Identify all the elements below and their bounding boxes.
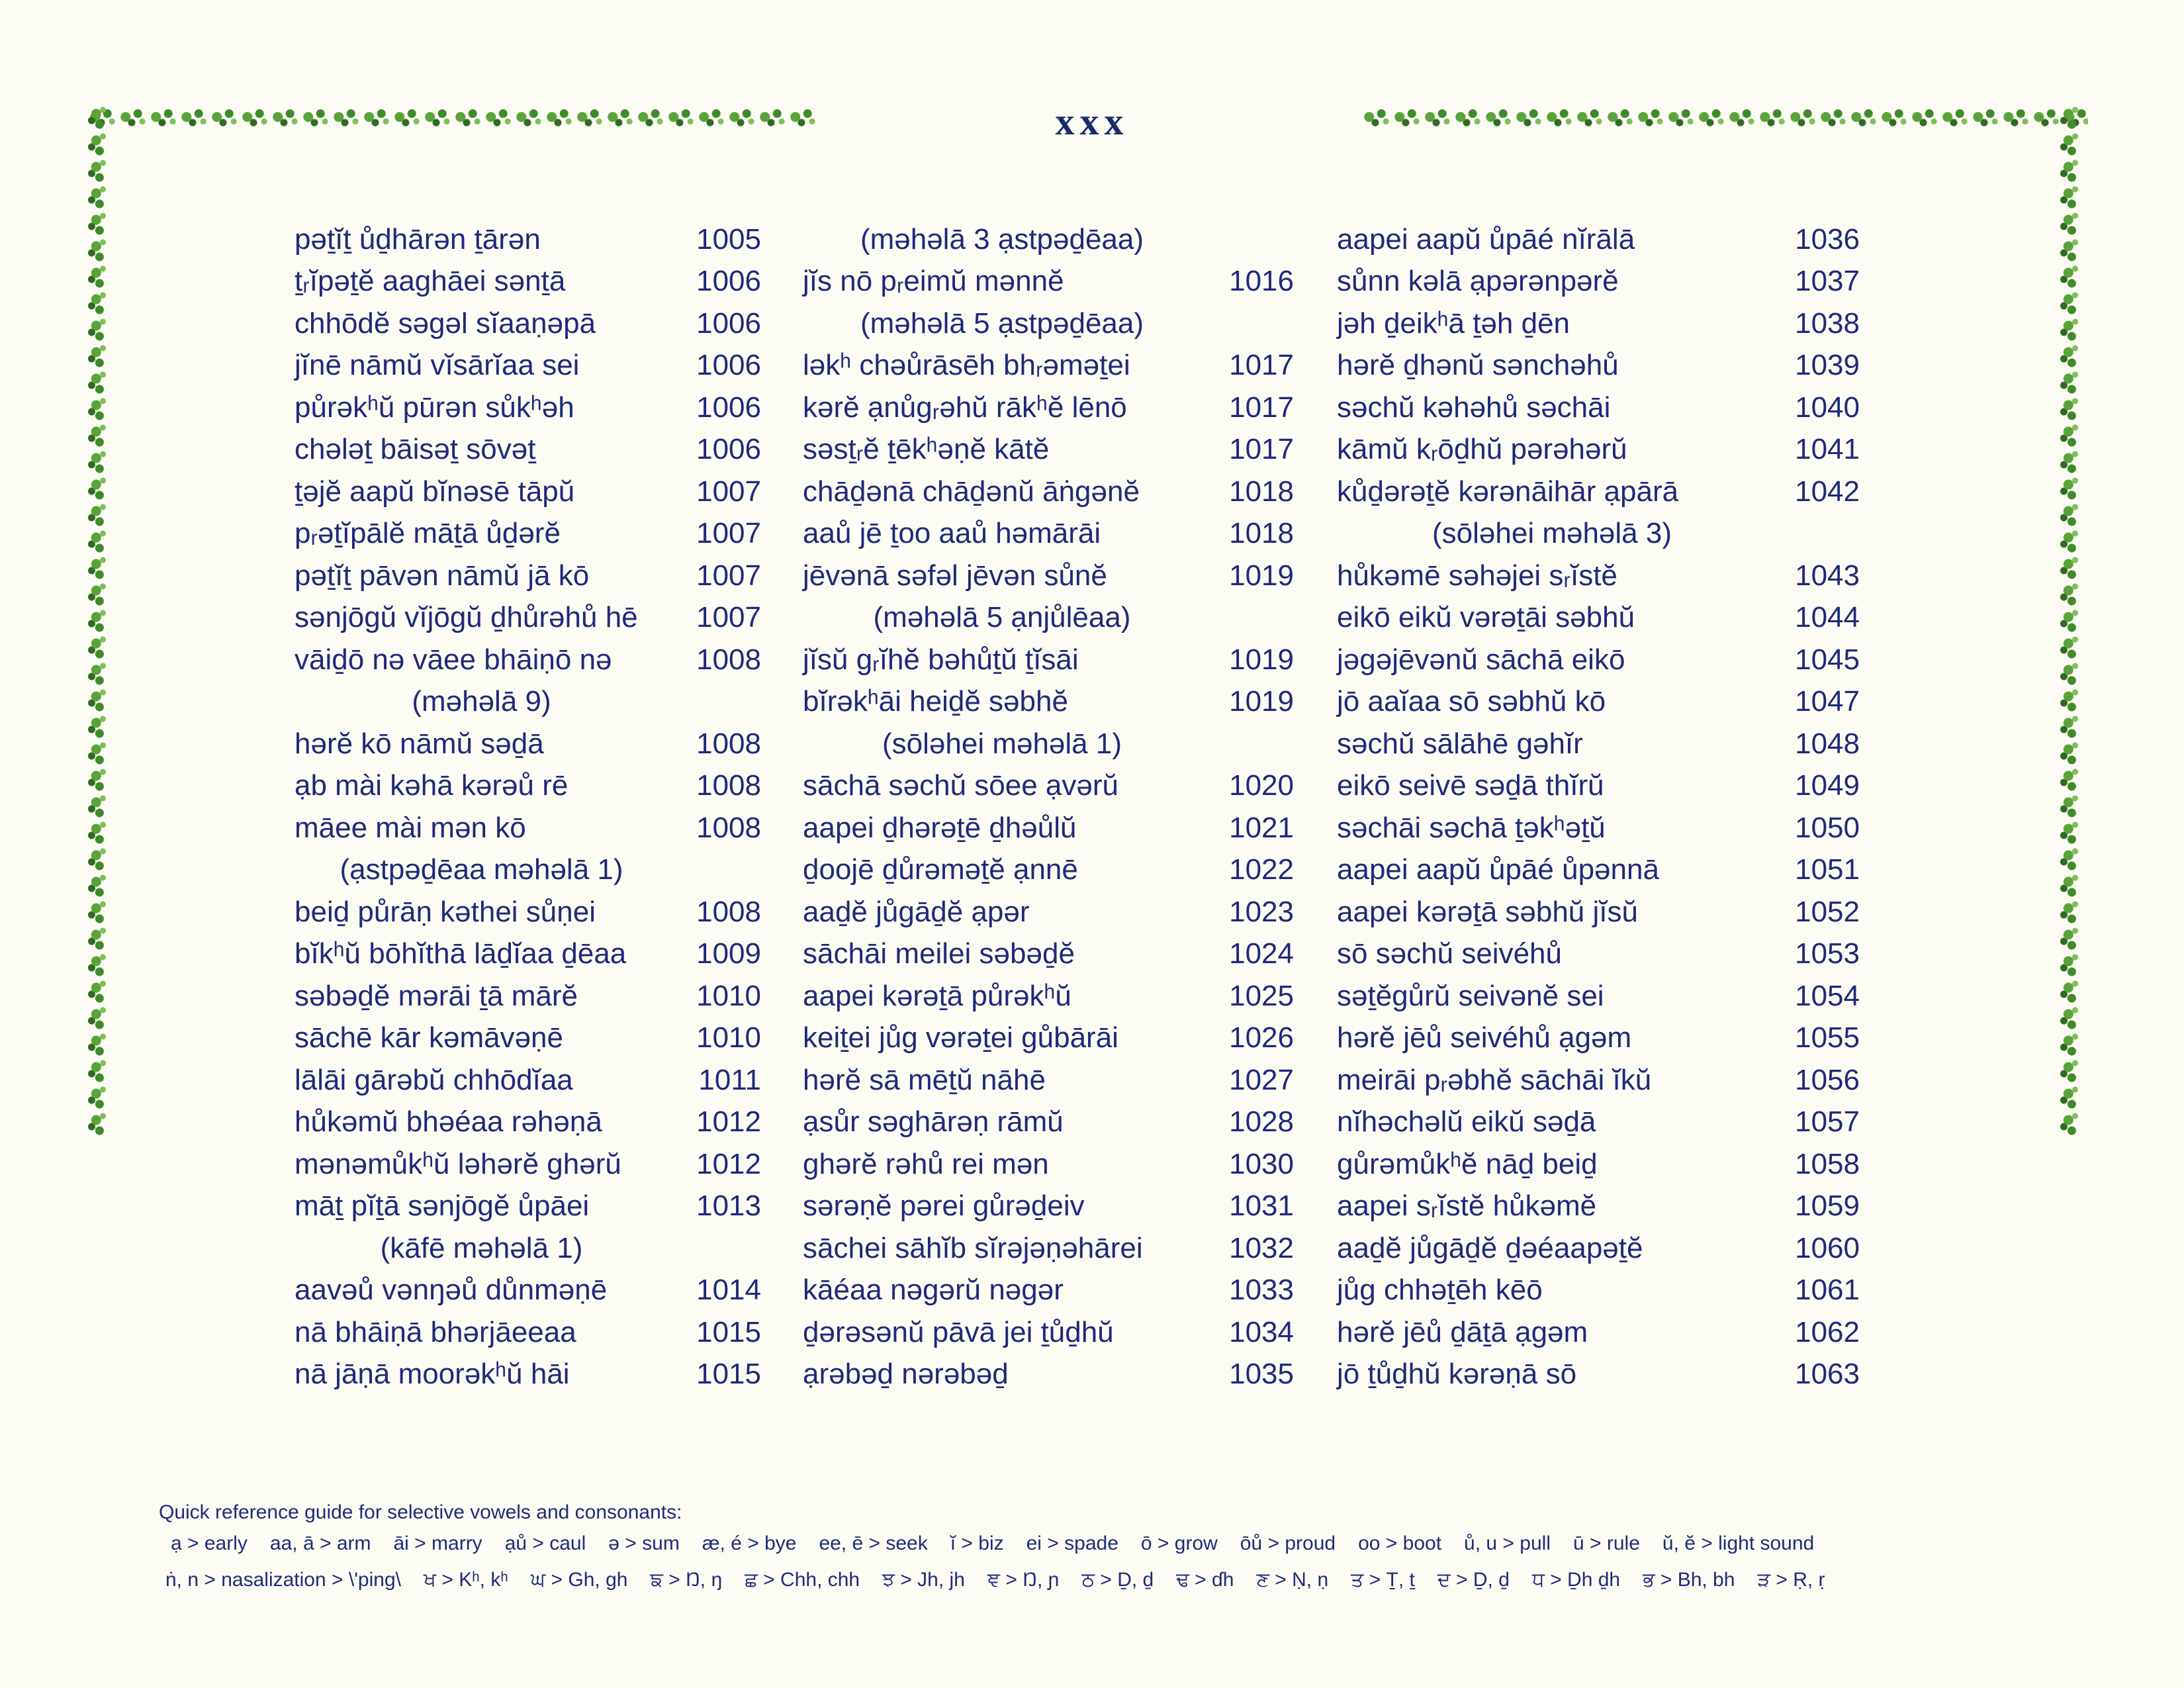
entry-page-number: 1037 xyxy=(1795,265,1860,298)
entry-title: aapei kərəṯā səbhŭ jĭsŭ xyxy=(1337,895,1638,928)
index-entry-row xyxy=(1337,1311,1860,1354)
index-entry-row xyxy=(1337,387,1860,429)
entry-title: hərĕ ḏhənŭ sənchəhů xyxy=(1337,349,1619,382)
entry-page-number: 1017 xyxy=(1229,349,1294,382)
legend-title: Quick reference guide for selective vowels and consonants: xyxy=(159,1501,682,1523)
entry-title: pəṯĭṯ pāvən nāmŭ jā kō xyxy=(295,559,590,592)
left-vine xyxy=(86,106,109,1135)
entry-title: aapei kərəṯā půrəkʰŭ xyxy=(803,979,1071,1012)
entry-title: hůkəmŭ bhəéaa rəhəṇā xyxy=(295,1105,602,1139)
entry-page-number: 1041 xyxy=(1795,433,1860,466)
index-entry-row xyxy=(803,429,1294,471)
entry-title: sůnn kəlā ạpərənpərĕ xyxy=(1337,265,1619,298)
entry-title: ạrəbəḏ nərəbəḏ xyxy=(803,1358,1009,1391)
index-entry-row xyxy=(1337,933,1860,976)
entry-page-number: 1013 xyxy=(696,1190,761,1223)
index-entry-row xyxy=(803,513,1294,555)
section-heading-row xyxy=(803,218,1294,261)
entry-title: jēvənā səfəl jēvən sůnĕ xyxy=(803,559,1107,592)
entry-page-number: 1007 xyxy=(696,559,761,592)
entry-title: jůg chhəṯēh kēō xyxy=(1337,1274,1543,1307)
entry-page-number: 1006 xyxy=(696,349,761,382)
entry-page-number: 1012 xyxy=(696,1147,761,1180)
entry-page-number: 1007 xyxy=(696,517,761,550)
legend-item: ਖ > Kʰ, kʰ xyxy=(423,1569,508,1591)
entry-title: keiṯei jůg vərəṯei gůbārāi xyxy=(803,1021,1118,1055)
entry-title: jĭsŭ gᵣĭhĕ bəhůṯŭ ṯĭsāi xyxy=(803,643,1079,676)
entry-page-number: 1006 xyxy=(696,391,761,424)
index-entry-row xyxy=(803,1311,1294,1354)
index-entry-row xyxy=(1337,261,1860,303)
entry-title: aaḏĕ jůgāḏĕ ạpər xyxy=(803,895,1030,928)
entry-title: nĭhəchəlŭ eikŭ səḏā xyxy=(1337,1105,1596,1139)
legend-consonants-row xyxy=(165,1569,1825,1591)
legend-item: ōů > proud xyxy=(1240,1532,1336,1554)
legend-item: ō > grow xyxy=(1140,1532,1218,1554)
legend-item: ĭ > biz xyxy=(950,1532,1004,1554)
index-entry-row xyxy=(1337,639,1860,681)
entry-page-number: 1019 xyxy=(1229,685,1294,718)
legend-item: ਦ > Ḏ, ḏ xyxy=(1437,1569,1510,1591)
entry-page-number: 1057 xyxy=(1795,1105,1860,1139)
entry-title: səchŭ kəhəhů səchāi xyxy=(1337,391,1611,424)
entry-title: aapei aapŭ ůpāé nĭrālā xyxy=(1337,222,1635,256)
entry-title: ḏərəsənŭ pāvā jei ṯůḏhŭ xyxy=(803,1315,1114,1348)
entry-page-number: 1014 xyxy=(696,1274,761,1307)
entry-page-number: 1018 xyxy=(1229,517,1294,550)
index-entry-row xyxy=(295,597,761,639)
index-entry-row xyxy=(803,1143,1294,1186)
entry-title: gůrəmůkʰĕ nāḏ beiḏ xyxy=(1337,1147,1598,1180)
entry-title: pᵣəṯĭpālĕ māṯā ůḏərĕ xyxy=(295,517,561,550)
index-entry-row xyxy=(295,933,761,976)
entry-title: səbəḏĕ mərāi ṯā mārĕ xyxy=(295,979,578,1012)
index-entry-row xyxy=(295,1270,761,1312)
entry-page-number: 1010 xyxy=(696,979,761,1012)
entry-page-number: 1048 xyxy=(1795,727,1860,760)
entry-page-number: 1044 xyxy=(1795,601,1860,634)
entry-page-number: 1006 xyxy=(696,433,761,466)
entry-title: chələṯ bāisəṯ sōvəṯ xyxy=(295,433,536,466)
entry-title: səsṯᵣĕ ṯēkʰəṇĕ kātĕ xyxy=(803,433,1050,466)
entry-page-number: 1008 xyxy=(696,727,761,760)
index-entry-row xyxy=(295,471,761,513)
entry-page-number: 1007 xyxy=(696,475,761,508)
entry-page-number: 1023 xyxy=(1229,895,1294,928)
index-entry-row xyxy=(295,261,761,303)
legend-item: aa, ā > arm xyxy=(269,1532,371,1554)
entry-title: kāéaa nəgərŭ nəgər xyxy=(803,1274,1064,1307)
entry-title: aaů jē ṯoo aaů həmārāi xyxy=(803,517,1101,550)
entry-page-number: 1022 xyxy=(1229,853,1294,886)
index-entry-row xyxy=(803,1017,1294,1060)
index-entry-row xyxy=(1337,681,1860,724)
entry-title: ạsůr səghārəṇ rāmŭ xyxy=(803,1105,1064,1139)
entry-page-number: 1015 xyxy=(696,1315,761,1348)
index-entry-row xyxy=(295,303,761,345)
legend-item: ਞ > Ŋ, ɲ xyxy=(987,1569,1060,1591)
entry-title: aapei ḏhərəṯē ḏhəůlŭ xyxy=(803,811,1077,844)
index-entry-row xyxy=(295,723,761,765)
entry-title: hərĕ jēů seivéhů ạgəm xyxy=(1337,1021,1632,1055)
entry-title: jəh ḏeikʰā ṯəh ḏēn xyxy=(1337,306,1570,340)
index-entry-row xyxy=(295,218,761,261)
legend-item: ਝ > Jh, jh xyxy=(882,1569,965,1591)
index-entry-row xyxy=(295,513,761,555)
section-heading-row xyxy=(803,597,1294,639)
entry-page-number: 1062 xyxy=(1795,1315,1860,1348)
entry-title: jō ṯůḏhŭ kərəṇā sō xyxy=(1337,1358,1577,1391)
legend-item: ਠ > Ḏ, ḏ xyxy=(1081,1569,1154,1591)
index-entry-row xyxy=(295,1017,761,1060)
legend-item: ạ > early xyxy=(171,1532,248,1554)
entry-title: meirāi pᵣəbhĕ sāchāi ĭkŭ xyxy=(1337,1063,1652,1096)
index-entry-row xyxy=(803,849,1294,892)
entry-page-number: 1027 xyxy=(1229,1063,1294,1096)
legend-item: oo > boot xyxy=(1358,1532,1442,1554)
entry-title: ləkʰ chəůrāsēh bhᵣəməṯei xyxy=(803,349,1130,382)
index-entry-row xyxy=(803,555,1294,597)
entry-page-number: 1008 xyxy=(696,643,761,676)
entry-page-number: 1012 xyxy=(696,1105,761,1139)
entry-title: pəṯĭṯ ůḏhārən ṯārən xyxy=(295,222,541,256)
index-entry-row xyxy=(1337,765,1860,808)
index-entry-row xyxy=(1337,597,1860,639)
section-heading: (məhəlā 3 ạstpəḏēaa) xyxy=(860,222,1144,256)
entry-title: səṯĕgůrŭ seivənĕ sei xyxy=(1337,979,1604,1012)
index-entry-row xyxy=(803,681,1294,724)
entry-page-number: 1042 xyxy=(1795,475,1860,508)
entry-page-number: 1010 xyxy=(696,1021,761,1055)
entry-page-number: 1025 xyxy=(1229,979,1294,1012)
legend-item: ŭ, ĕ > light sound xyxy=(1662,1532,1815,1554)
entry-page-number: 1052 xyxy=(1795,895,1860,928)
entry-title: mənəmůkʰŭ ləhərĕ ghərŭ xyxy=(295,1147,621,1180)
entry-page-number: 1050 xyxy=(1795,811,1860,844)
entry-page-number: 1051 xyxy=(1795,853,1860,886)
entry-title: bĭrəkʰāi heiḏĕ səbhĕ xyxy=(803,685,1068,718)
index-entry-row xyxy=(803,765,1294,808)
entry-title: ḏoojē ḏůrəməṯĕ ạnnē xyxy=(803,853,1078,886)
entry-title: beiḏ půrāṇ kəthei sůṇei xyxy=(295,895,596,928)
legend-item: ạů > caul xyxy=(504,1532,586,1554)
index-entry-row xyxy=(1337,891,1860,933)
index-entry-row xyxy=(1337,1270,1860,1312)
index-column-2 xyxy=(803,218,1294,1395)
entry-title: jĭnē nāmŭ vĭsārĭaa sei xyxy=(295,349,580,382)
index-entry-row xyxy=(1337,218,1860,261)
entry-page-number: 1024 xyxy=(1229,937,1294,970)
index-entry-row xyxy=(1337,1102,1860,1144)
right-vine xyxy=(2058,106,2081,1135)
entry-title: māee mài mən kō xyxy=(295,811,526,844)
legend-item: ū > rule xyxy=(1572,1532,1640,1554)
index-entry-row xyxy=(295,1311,761,1354)
entry-page-number: 1008 xyxy=(696,811,761,844)
entry-page-number: 1030 xyxy=(1229,1147,1294,1180)
entry-page-number: 1007 xyxy=(696,601,761,634)
index-entry-row xyxy=(295,345,761,387)
entry-title: sāchāi meilei səbəḏĕ xyxy=(803,937,1075,970)
entry-title: hərĕ jēů ḏāṯā ạgəm xyxy=(1337,1315,1588,1348)
entry-title: chhōdĕ səgəl sĭaaṇəpā xyxy=(295,306,596,340)
entry-page-number: 1040 xyxy=(1795,391,1860,424)
entry-page-number: 1061 xyxy=(1795,1274,1860,1307)
entry-title: hərĕ kō nāmŭ səḏā xyxy=(295,727,544,760)
section-heading-row xyxy=(295,681,761,724)
section-heading: (sōləhei məhəlā 1) xyxy=(882,727,1122,760)
legend-item: ਧ > Ḏh ḏh xyxy=(1531,1569,1621,1591)
legend-item: ਣ > Ṇ, ṇ xyxy=(1256,1569,1329,1591)
index-entry-row xyxy=(295,1059,761,1102)
entry-page-number: 1008 xyxy=(696,895,761,928)
entry-title: aapei sᵣĭstĕ hůkəmĕ xyxy=(1337,1190,1597,1223)
legend-item: ਙ > Ŋ, ŋ xyxy=(650,1569,723,1591)
entry-title: māṯ pĭṯā sənjōgĕ ůpāei xyxy=(295,1190,590,1223)
legend-item: ṅ, n > nasalization > \'ping\ xyxy=(165,1569,401,1591)
legend-item: āi > marry xyxy=(393,1532,482,1554)
legend-item: ů, u > pull xyxy=(1464,1532,1551,1554)
legend-item: ਤ > Ṯ, ṯ xyxy=(1351,1569,1415,1591)
index-entry-row xyxy=(1337,471,1860,513)
legend-item: ei > spade xyxy=(1026,1532,1118,1554)
entry-page-number: 1054 xyxy=(1795,979,1860,1012)
index-entry-row xyxy=(295,1354,761,1396)
legend-item: ੜ > Ṛ, ṛ xyxy=(1757,1569,1825,1591)
index-entry-row xyxy=(1337,1227,1860,1270)
entry-title: aapei aapŭ ůpāé ůpənnā xyxy=(1337,853,1659,886)
index-entry-row xyxy=(803,1102,1294,1144)
entry-page-number: 1005 xyxy=(696,222,761,256)
entry-page-number: 1017 xyxy=(1229,391,1294,424)
entry-title: nā bhāiṇā bhərjāeeaa xyxy=(295,1315,576,1348)
index-entry-row xyxy=(1337,723,1860,765)
index-entry-row xyxy=(1337,1186,1860,1228)
entry-page-number: 1021 xyxy=(1229,811,1294,844)
entry-title: ghərĕ rəhů rei mən xyxy=(803,1147,1049,1180)
section-heading-row xyxy=(295,849,761,892)
entry-title: hərĕ sā mēṯŭ nāhē xyxy=(803,1063,1046,1096)
entry-page-number: 1019 xyxy=(1229,559,1294,592)
legend-item: ਢ > ɗh xyxy=(1176,1569,1234,1591)
entry-page-number: 1019 xyxy=(1229,643,1294,676)
entry-page-number: 1043 xyxy=(1795,559,1860,592)
section-heading-row xyxy=(803,303,1294,345)
entry-page-number: 1053 xyxy=(1795,937,1860,970)
index-entry-row xyxy=(1337,555,1860,597)
section-heading: (ạstpəḏēaa məhəlā 1) xyxy=(340,853,623,886)
index-entry-row xyxy=(1337,975,1860,1017)
entry-title: səchŭ sālāhē gəhĭr xyxy=(1337,727,1583,760)
index-entry-row xyxy=(1337,429,1860,471)
index-entry-row xyxy=(803,933,1294,976)
index-entry-row xyxy=(803,1186,1294,1228)
entry-page-number: 1015 xyxy=(696,1358,761,1391)
entry-page-number: 1039 xyxy=(1795,349,1860,382)
entry-title: aavəů vənŋəů důnməṇē xyxy=(295,1274,608,1307)
entry-page-number: 1035 xyxy=(1229,1358,1294,1391)
index-entry-row xyxy=(295,555,761,597)
entry-title: kůḏərəṯĕ kərənāihār ạpārā xyxy=(1337,475,1679,508)
entry-title: jō aaĭaa sō səbhŭ kō xyxy=(1337,685,1606,718)
legend-item: ə > sum xyxy=(608,1532,680,1554)
page-title: xxx xyxy=(1055,100,1129,143)
section-heading-row xyxy=(803,723,1294,765)
index-entry-row xyxy=(295,1143,761,1186)
index-entry-row xyxy=(803,345,1294,387)
entry-title: sāchē kār kəmāvəṇē xyxy=(295,1021,563,1055)
entry-page-number: 1058 xyxy=(1795,1147,1860,1180)
index-entry-row xyxy=(295,807,761,849)
entry-page-number: 1028 xyxy=(1229,1105,1294,1139)
index-entry-row xyxy=(803,387,1294,429)
index-entry-row xyxy=(803,1270,1294,1312)
section-heading: (kāfē məhəlā 1) xyxy=(380,1231,583,1264)
entry-title: eikō seivē səḏā thĭrŭ xyxy=(1337,769,1604,802)
entry-page-number: 1006 xyxy=(696,265,761,298)
index-entry-row xyxy=(803,1227,1294,1270)
index-entry-row xyxy=(295,1102,761,1144)
entry-page-number: 1026 xyxy=(1229,1021,1294,1055)
entry-title: səchāi səchā ṯəkʰəṯŭ xyxy=(1337,811,1606,844)
entry-title: kərĕ ạnůgᵣəhŭ rākʰĕ lēnō xyxy=(803,391,1127,424)
entry-page-number: 1018 xyxy=(1229,475,1294,508)
legend-item: ਛ > Chh, chh xyxy=(745,1569,860,1591)
index-entry-row xyxy=(803,639,1294,681)
entry-page-number: 1049 xyxy=(1795,769,1860,802)
entry-title: nā jāṇā moorəkʰŭ hāi xyxy=(295,1358,570,1391)
index-entry-row xyxy=(803,1059,1294,1102)
index-entry-row xyxy=(1337,1059,1860,1102)
index-entry-row xyxy=(803,807,1294,849)
legend-vowels-row xyxy=(171,1532,1814,1555)
index-entry-row xyxy=(803,1354,1294,1396)
entry-title: půrəkʰŭ pūrən sůkʰəh xyxy=(295,391,574,424)
index-entry-row xyxy=(295,891,761,933)
legend-item: ee, ē > seek xyxy=(819,1532,928,1554)
legend-item: ਭ > Bh, bh xyxy=(1643,1569,1735,1591)
entry-title: ạb mài kəhā kərəů rē xyxy=(295,769,569,802)
index-entry-row xyxy=(1337,303,1860,345)
section-heading: (məhəlā 5 ạnjůlēaa) xyxy=(873,601,1131,634)
entry-page-number: 1036 xyxy=(1795,222,1860,256)
section-heading-row xyxy=(1337,513,1860,555)
entry-page-number: 1056 xyxy=(1795,1063,1860,1096)
entry-page-number: 1063 xyxy=(1795,1358,1860,1391)
index-entry-row xyxy=(1337,1354,1860,1396)
entry-page-number: 1047 xyxy=(1795,685,1860,718)
entry-page-number: 1020 xyxy=(1229,769,1294,802)
entry-page-number: 1009 xyxy=(696,937,761,970)
index-entry-row xyxy=(1337,849,1860,892)
entry-title: lālāi gārəbŭ chhōdĭaa xyxy=(295,1063,573,1096)
legend-item: ਘ > Gh, gh xyxy=(530,1569,628,1591)
index-entry-row xyxy=(295,387,761,429)
index-entry-row xyxy=(1337,345,1860,387)
entry-page-number: 1006 xyxy=(696,306,761,340)
entry-title: vāiḏō nə vāee bhāiṇō nə xyxy=(295,643,612,676)
index-entry-row xyxy=(1337,1143,1860,1186)
entry-title: hůkəmē səhəjei sᵣĭstĕ xyxy=(1337,559,1617,592)
index-entry-row xyxy=(295,765,761,808)
entry-page-number: 1059 xyxy=(1795,1190,1860,1223)
index-entry-row xyxy=(295,639,761,681)
entry-page-number: 1016 xyxy=(1229,265,1294,298)
index-entry-row xyxy=(1337,1017,1860,1060)
entry-title: ṯəjĕ aapŭ bĭnəsē tāpŭ xyxy=(295,475,575,508)
entry-page-number: 1045 xyxy=(1795,643,1860,676)
entry-title: chāḏənā chāḏənŭ āṅgənĕ xyxy=(803,475,1140,508)
entry-page-number: 1017 xyxy=(1229,433,1294,466)
index-entry-row xyxy=(295,429,761,471)
entry-title: bĭkʰŭ bōhĭthā lāḏĭaa ḏēaa xyxy=(295,937,627,970)
index-column-3 xyxy=(1337,218,1860,1395)
section-heading: (sōləhei məhəlā 3) xyxy=(1432,517,1672,550)
index-entry-row xyxy=(295,1186,761,1228)
entry-page-number: 1060 xyxy=(1795,1231,1860,1264)
entry-title: sāchā səchŭ sōee ạvərŭ xyxy=(803,769,1118,802)
entry-title: aaḏĕ jůgāḏĕ ḏəéaapəṯĕ xyxy=(1337,1231,1643,1264)
entry-page-number: 1034 xyxy=(1229,1315,1294,1348)
entry-title: sənjōgŭ vĭjōgŭ ḏhůrəhů hē xyxy=(295,601,638,634)
entry-page-number: 1032 xyxy=(1229,1231,1294,1264)
entry-page-number: 1038 xyxy=(1795,306,1860,340)
index-entry-row xyxy=(803,975,1294,1017)
index-column-1 xyxy=(295,218,761,1395)
entry-title: jəgəjēvənŭ sāchā eikō xyxy=(1337,643,1625,676)
entry-page-number: 1008 xyxy=(696,769,761,802)
section-heading-row xyxy=(295,1227,761,1270)
entry-page-number: 1011 xyxy=(698,1063,761,1096)
entry-title: sō səchŭ seivéhů xyxy=(1337,937,1562,970)
index-entry-row xyxy=(803,471,1294,513)
entry-title: ṯᵣĭpəṯĕ aaghāei sənṯā xyxy=(295,265,566,298)
entry-title: kāmŭ kᵣōḏhŭ pərəhərŭ xyxy=(1337,433,1627,466)
entry-page-number: 1033 xyxy=(1229,1274,1294,1307)
index-entry-row xyxy=(803,261,1294,303)
index-entry-row xyxy=(1337,807,1860,849)
section-heading: (məhəlā 9) xyxy=(412,685,551,718)
legend-item: æ, é > bye xyxy=(702,1532,797,1554)
index-entry-row xyxy=(295,975,761,1017)
entry-title: eikō eikŭ vərəṯāi səbhŭ xyxy=(1337,601,1635,634)
entry-title: sāchei sāhĭb sĭrəjəṇəhārei xyxy=(803,1231,1143,1264)
entry-page-number: 1055 xyxy=(1795,1021,1860,1055)
entry-title: jĭs nō pᵣeimŭ mənnĕ xyxy=(803,265,1064,298)
entry-page-number: 1031 xyxy=(1229,1190,1294,1223)
section-heading: (məhəlā 5 ạstpəḏēaa) xyxy=(860,306,1144,340)
entry-title: sərəṇĕ pərei gůrəḏeiv xyxy=(803,1190,1085,1223)
index-entry-row xyxy=(803,891,1294,933)
